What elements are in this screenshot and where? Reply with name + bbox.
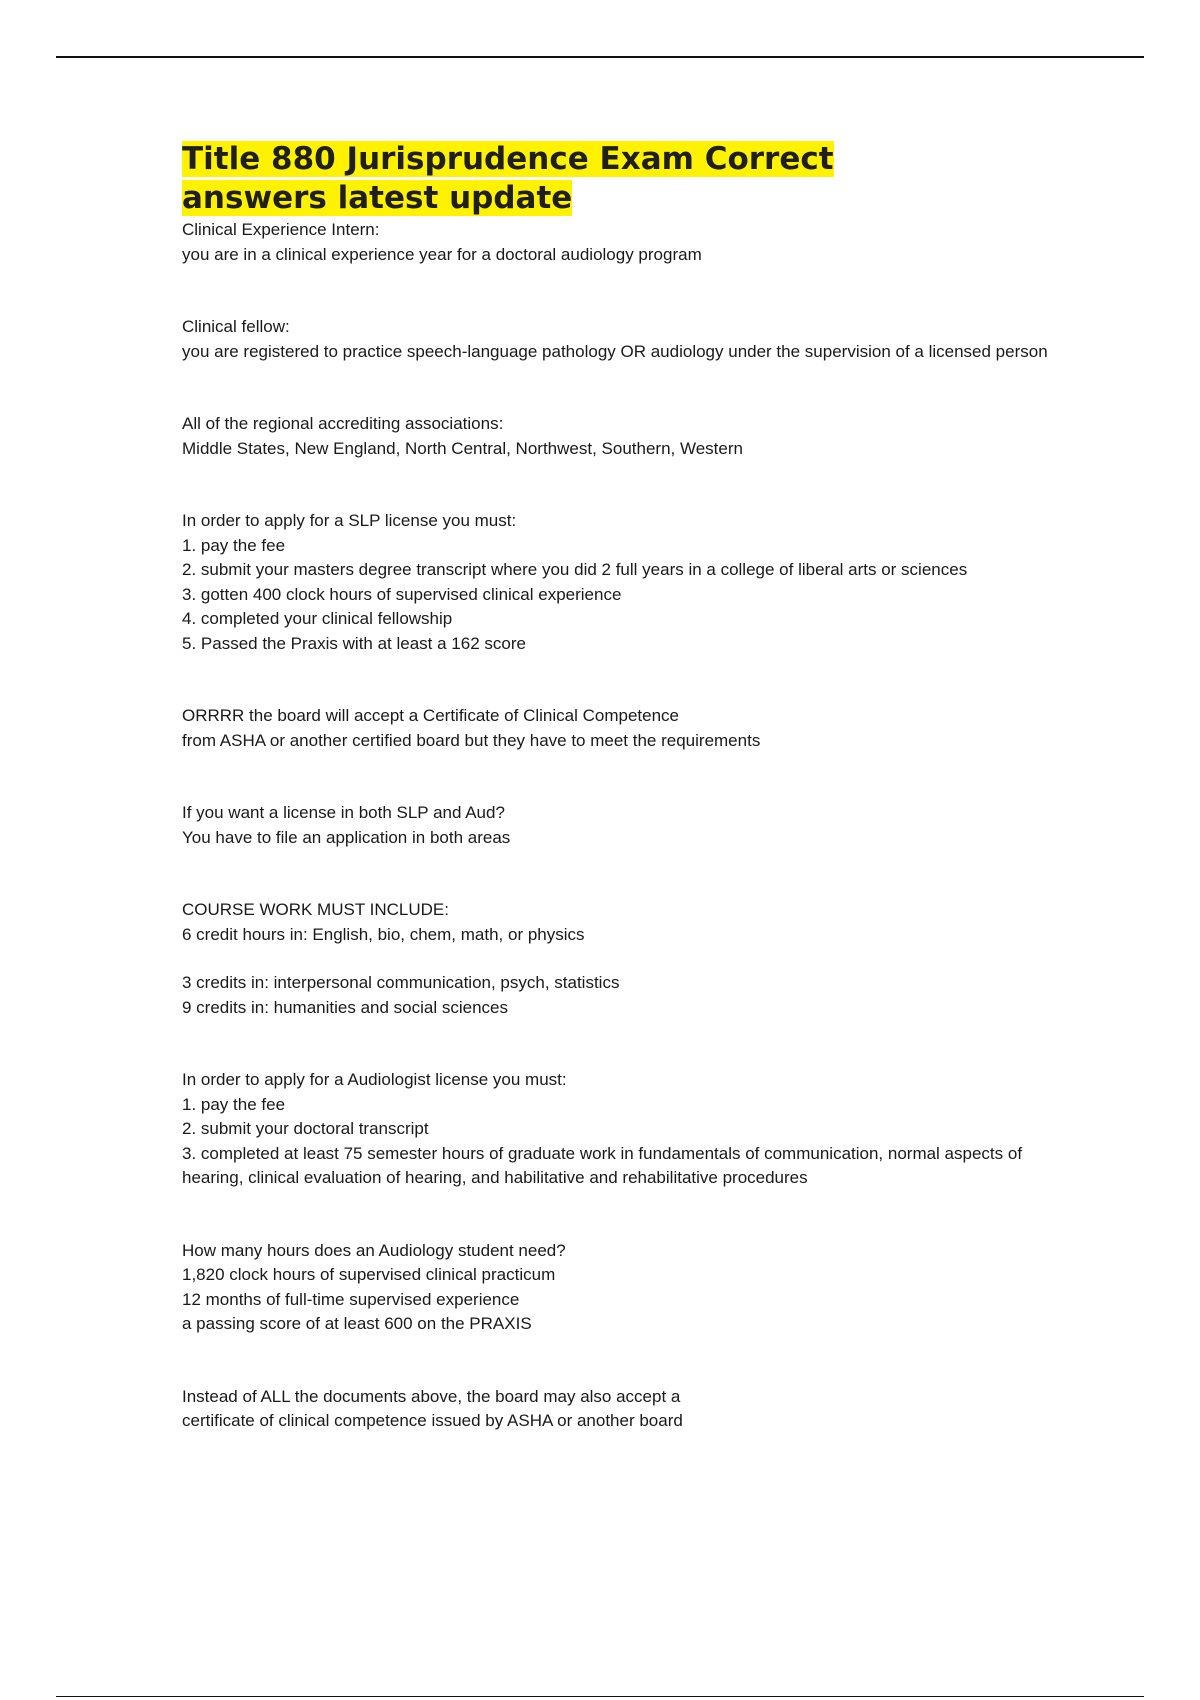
qa-section xyxy=(182,1385,1062,1434)
qa-sections xyxy=(182,218,1062,1434)
answer-line: you are in a clinical experience year for a doctoral audiology program xyxy=(182,244,702,264)
answer-line: 4. completed your clinical fellowship xyxy=(182,609,453,628)
document-title xyxy=(182,140,1062,218)
line-gap xyxy=(182,947,1062,971)
qa-section xyxy=(182,704,1062,753)
document-body xyxy=(182,140,1062,1434)
answer-line: you are registered to practice speech-language pathology OR audiology under the supervision of a licensed person xyxy=(182,341,1048,361)
answer-line: 1. pay the fee xyxy=(182,1094,286,1114)
qa-section xyxy=(182,1068,1062,1191)
answer-line: 12 months of full-time supervised experience xyxy=(182,1289,520,1309)
answer-line: 2. submit your masters degree transcript where you did 2 full years in a college of liberal arts or sciences xyxy=(182,560,968,579)
bottom-rule xyxy=(56,1696,1144,1697)
question-text: Clinical Experience Intern: xyxy=(182,220,380,239)
answer-line: 6 credit hours in: English, bio, chem, math, or physics xyxy=(182,924,585,944)
answer-line: from ASHA or another certified board but they have to meet the requirements xyxy=(182,730,761,750)
answer-line: Middle States, New England, North Central, Northwest, Southern, Western xyxy=(182,438,743,458)
qa-section xyxy=(182,1239,1062,1337)
answer-line: 3. completed at least 75 semester hours of graduate work in fundamentals of communication, normal aspects of hearing, clinical evaluation of hearing, and habilitative and rehabilitative procedures xyxy=(182,1143,1023,1187)
question-text: Clinical fellow: xyxy=(182,317,290,336)
title-line-2: answers latest update xyxy=(182,180,573,216)
qa-section xyxy=(182,509,1062,656)
qa-section xyxy=(182,218,1062,267)
question-text: In order to apply for a SLP license you must: xyxy=(182,511,517,530)
answer-line: You have to file an application in both areas xyxy=(182,827,511,847)
question-text: Instead of ALL the documents above, the board may also accept a xyxy=(182,1386,681,1406)
question-text: COURSE WORK MUST INCLUDE: xyxy=(182,900,449,919)
question-text: If you want a license in both SLP and Aud? xyxy=(182,803,505,822)
answer-line: 1,820 clock hours of supervised clinical practicum xyxy=(182,1265,556,1284)
answer-line: a passing score of at least 600 on the PRAXIS xyxy=(182,1314,532,1333)
qa-section xyxy=(182,898,1062,1020)
answer-line: 9 credits in: humanities and social sciences xyxy=(182,997,508,1017)
question-text: ORRRR the board will accept a Certificate of Clinical Competence xyxy=(182,706,679,725)
qa-section xyxy=(182,801,1062,850)
qa-section xyxy=(182,412,1062,461)
answer-line: 2. submit your doctoral transcript xyxy=(182,1119,429,1138)
top-rule xyxy=(56,56,1144,58)
qa-section xyxy=(182,315,1062,364)
title-line-1: Title 880 Jurisprudence Exam Correct xyxy=(182,141,834,177)
answer-line: 5. Passed the Praxis with at least a 162 score xyxy=(182,633,526,653)
answer-line: certificate of clinical competence issued by ASHA or another board xyxy=(182,1411,683,1430)
answer-line: 3 credits in: interpersonal communication, psych, statistics xyxy=(182,973,620,992)
answer-line: 1. pay the fee xyxy=(182,535,286,555)
question-text: How many hours does an Audiology student need? xyxy=(182,1240,566,1260)
answer-line: 3. gotten 400 clock hours of supervised clinical experience xyxy=(182,584,622,604)
question-text: All of the regional accrediting associations: xyxy=(182,414,504,433)
question-text: In order to apply for a Audiologist license you must: xyxy=(182,1070,567,1089)
